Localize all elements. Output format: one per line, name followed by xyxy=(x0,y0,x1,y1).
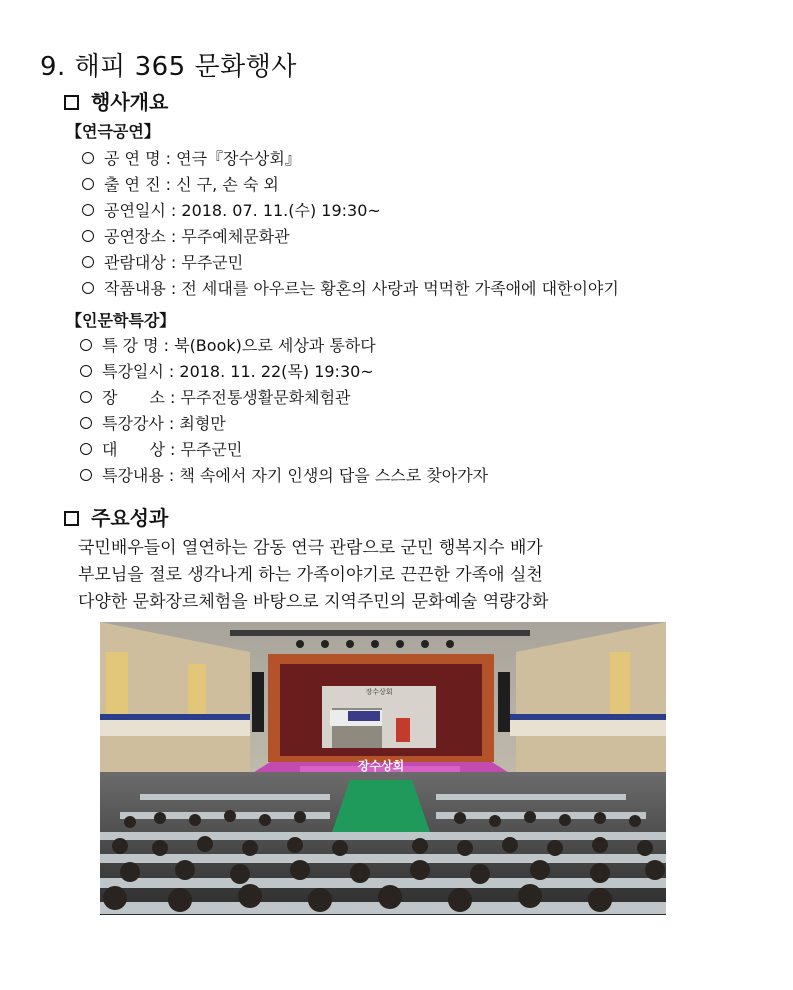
list-item xyxy=(78,533,543,558)
list-item xyxy=(80,411,226,434)
item-separator: : xyxy=(160,149,177,168)
item-key: 작품내용 xyxy=(104,279,166,298)
item-value: 책 속에서 자기 인생의 답을 스스로 찾아가자 xyxy=(179,466,489,485)
circle-bullet-icon xyxy=(80,417,92,429)
item-key: 공연장소 xyxy=(104,227,166,246)
theater-audience-illustration xyxy=(100,622,666,915)
item-separator: : xyxy=(165,279,182,298)
circle-bullet-icon xyxy=(80,469,92,481)
circle-bullet-icon xyxy=(82,152,94,164)
circle-bullet-icon xyxy=(82,178,94,190)
item-text: 부모님을 절로 생각나게 하는 가족이야기로 끈끈한 가족애 실천 xyxy=(78,565,543,585)
item-text: 국민배우들이 열연하는 감동 연극 관람으로 군민 행복지수 배가 xyxy=(78,538,543,558)
list-item xyxy=(80,463,488,486)
item-separator: : xyxy=(163,414,180,433)
item-key: 대 상 xyxy=(102,440,165,459)
square-bullet-icon xyxy=(64,95,79,110)
item-separator: : xyxy=(165,227,182,246)
circle-bullet-icon xyxy=(82,282,94,294)
item-key: 특강내용 xyxy=(102,466,164,485)
item-value: 연극『장수상회』 xyxy=(176,149,301,168)
item-separator: : xyxy=(163,466,180,485)
item-value: 무주군민 xyxy=(180,440,243,459)
circle-bullet-icon xyxy=(82,230,94,242)
subsection-lecture-label: 【인문학특강】 xyxy=(66,311,176,330)
item-separator: : xyxy=(165,253,182,272)
item-key: 특강강사 xyxy=(102,414,164,433)
list-item xyxy=(80,385,351,408)
item-value: 무주군민 xyxy=(181,253,244,272)
item-value: 전 세대를 아우르는 황혼의 사랑과 먹먹한 가족애에 대한이야기 xyxy=(181,279,619,298)
item-value: 최형만 xyxy=(179,414,226,433)
section-overview xyxy=(64,86,168,115)
list-item xyxy=(78,587,548,612)
item-key: 장 소 xyxy=(102,388,165,407)
circle-bullet-icon xyxy=(80,391,92,403)
stage-sign-text: 장수상회 xyxy=(365,688,393,696)
page-title: 9. 해피 365 문화행사 xyxy=(40,52,297,82)
item-value: 무주전통생활문화체험관 xyxy=(180,388,351,407)
item-value: 2018. 07. 11.(수) 19:30~ xyxy=(181,201,381,220)
item-key: 특강일시 xyxy=(102,362,164,381)
item-key: 공 연 명 xyxy=(104,149,161,168)
circle-bullet-icon xyxy=(82,204,94,216)
list-item xyxy=(80,437,242,460)
stage-banner-text: 장수상회 xyxy=(357,759,405,773)
circle-bullet-icon xyxy=(82,256,94,268)
item-value: 북(Book)으로 세상과 통하다 xyxy=(174,336,376,355)
item-separator: : xyxy=(164,440,181,459)
circle-bullet-icon xyxy=(80,443,92,455)
list-item xyxy=(80,333,376,356)
item-key: 공연일시 xyxy=(104,201,166,220)
list-item xyxy=(82,224,290,247)
subsection-theater-label: 【연극공연】 xyxy=(66,122,160,141)
item-separator: : xyxy=(164,388,181,407)
item-key: 특 강 명 xyxy=(102,336,159,355)
item-separator: : xyxy=(158,336,175,355)
item-text: 다양한 문화장르체험을 바탕으로 지역주민의 문화예술 역량강화 xyxy=(78,592,549,612)
item-key: 출 연 진 xyxy=(104,175,161,194)
circle-bullet-icon xyxy=(80,339,92,351)
list-item xyxy=(82,146,301,169)
list-item xyxy=(78,560,543,585)
circle-bullet-icon xyxy=(80,365,92,377)
section-heading: 행사개요 xyxy=(91,90,169,114)
list-item xyxy=(82,276,619,299)
square-bullet-icon xyxy=(64,511,79,526)
item-value: 신 구, 손 숙 외 xyxy=(176,175,279,194)
item-value: 2018. 11. 22(목) 19:30~ xyxy=(179,362,374,381)
list-item xyxy=(82,198,381,221)
item-separator: : xyxy=(163,362,180,381)
list-item xyxy=(82,172,279,195)
item-separator: : xyxy=(160,175,177,194)
list-item xyxy=(80,359,374,382)
item-separator: : xyxy=(165,201,182,220)
event-photo xyxy=(100,622,666,915)
section-achievements xyxy=(64,502,168,531)
item-key: 관람대상 xyxy=(104,253,166,272)
item-value: 무주예체문화관 xyxy=(181,227,290,246)
section-heading: 주요성과 xyxy=(91,506,169,530)
list-item xyxy=(82,250,243,273)
